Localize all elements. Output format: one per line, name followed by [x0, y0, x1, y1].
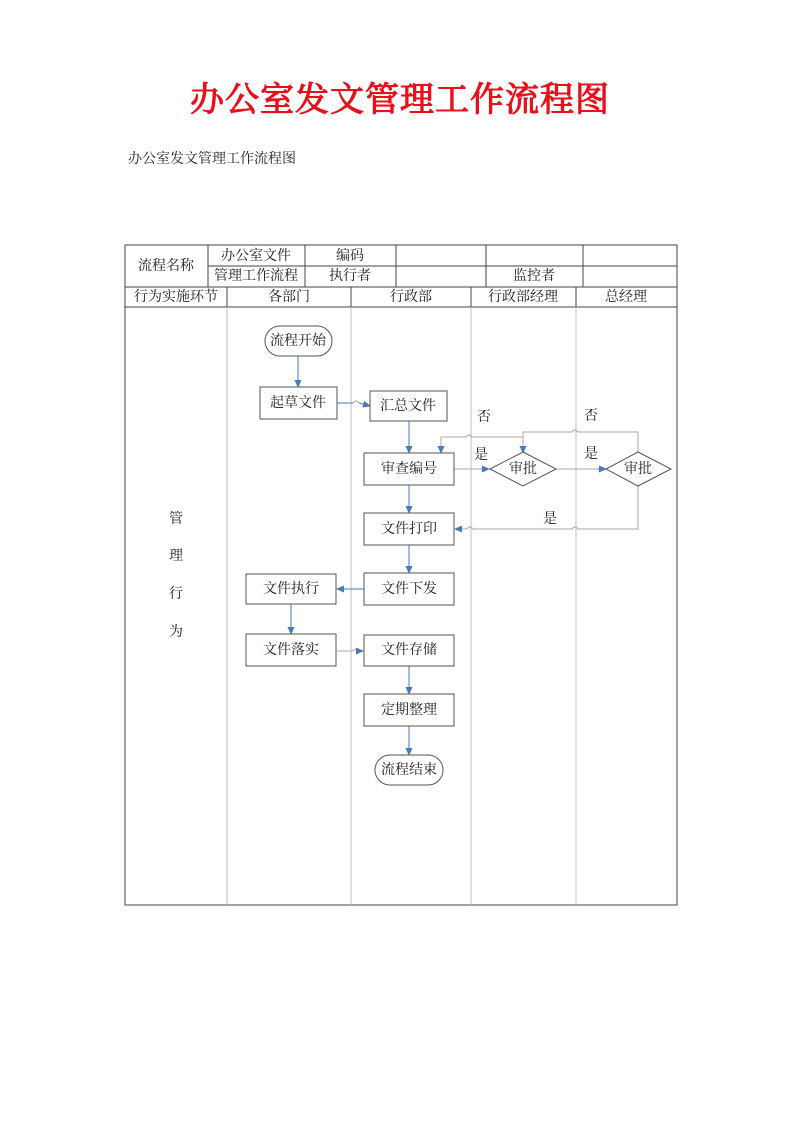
side-label-char-2: 理	[169, 548, 183, 564]
flow-name-label: 流程名称	[138, 258, 194, 274]
lane-header-departments: 各部门	[268, 289, 310, 305]
node-collect-label: 汇总文件	[380, 398, 436, 414]
edge-label-no-2: 否	[584, 408, 598, 424]
node-review-number	[364, 453, 454, 485]
node-implement	[246, 634, 336, 666]
node-print-label: 文件打印	[381, 521, 437, 537]
edge-label-yes-3: 是	[543, 511, 557, 527]
edge-approve2-reject	[523, 430, 638, 452]
page-title: 办公室发文管理工作流程图	[190, 80, 610, 120]
node-implement-label: 文件落实	[263, 642, 319, 658]
monitor-label: 监控者	[513, 268, 555, 284]
page-subtitle: 办公室发文管理工作流程图	[128, 151, 296, 167]
node-approve-general-manager-label: 审批	[624, 461, 652, 477]
edge-draft-to-collect-jump	[353, 401, 359, 403]
node-review-number-label: 审查编号	[381, 461, 437, 477]
lane-header-admin-manager: 行政部经理	[488, 289, 558, 305]
node-start	[265, 326, 332, 356]
code-label: 编码	[336, 248, 364, 264]
node-issue-label: 文件下发	[381, 581, 437, 597]
side-label-char-3: 行	[169, 586, 183, 602]
edge-implement-to-store-a	[337, 649, 359, 651]
flow-name-line2: 管理工作流程	[214, 268, 298, 284]
side-label-char-1: 管	[169, 511, 183, 527]
node-approve-admin-manager-label: 审批	[509, 461, 537, 477]
flow-name-line1: 办公室文件	[221, 248, 291, 264]
edge-label-no-1: 否	[477, 409, 491, 425]
node-approve-admin-manager	[490, 452, 556, 486]
node-store	[364, 635, 454, 666]
node-print	[364, 513, 454, 545]
node-issue	[364, 573, 454, 605]
edge-label-yes-1: 是	[474, 447, 488, 463]
node-execute	[246, 574, 336, 604]
node-end	[375, 755, 443, 785]
node-start-label: 流程开始	[270, 333, 326, 349]
node-store-label: 文件存储	[381, 642, 437, 658]
edge-label-yes-2: 是	[584, 446, 598, 462]
lane-header-admin: 行政部	[390, 289, 432, 305]
side-label-char-4: 为	[169, 624, 183, 640]
executor-label: 执行者	[329, 268, 371, 284]
node-approve-general-manager	[606, 452, 671, 486]
node-collect	[370, 391, 447, 421]
lane-header-general-manager: 总经理	[605, 289, 647, 305]
lane-header-stage: 行为实施环节	[134, 289, 218, 305]
node-draft-label: 起草文件	[270, 395, 326, 411]
node-organize	[364, 694, 454, 726]
node-organize-label: 定期整理	[381, 702, 437, 718]
node-end-label: 流程结束	[381, 762, 437, 778]
edge-draft-to-collect-b	[359, 403, 370, 406]
side-label	[169, 511, 183, 640]
node-execute-label: 文件执行	[263, 581, 319, 597]
node-draft	[260, 387, 337, 419]
